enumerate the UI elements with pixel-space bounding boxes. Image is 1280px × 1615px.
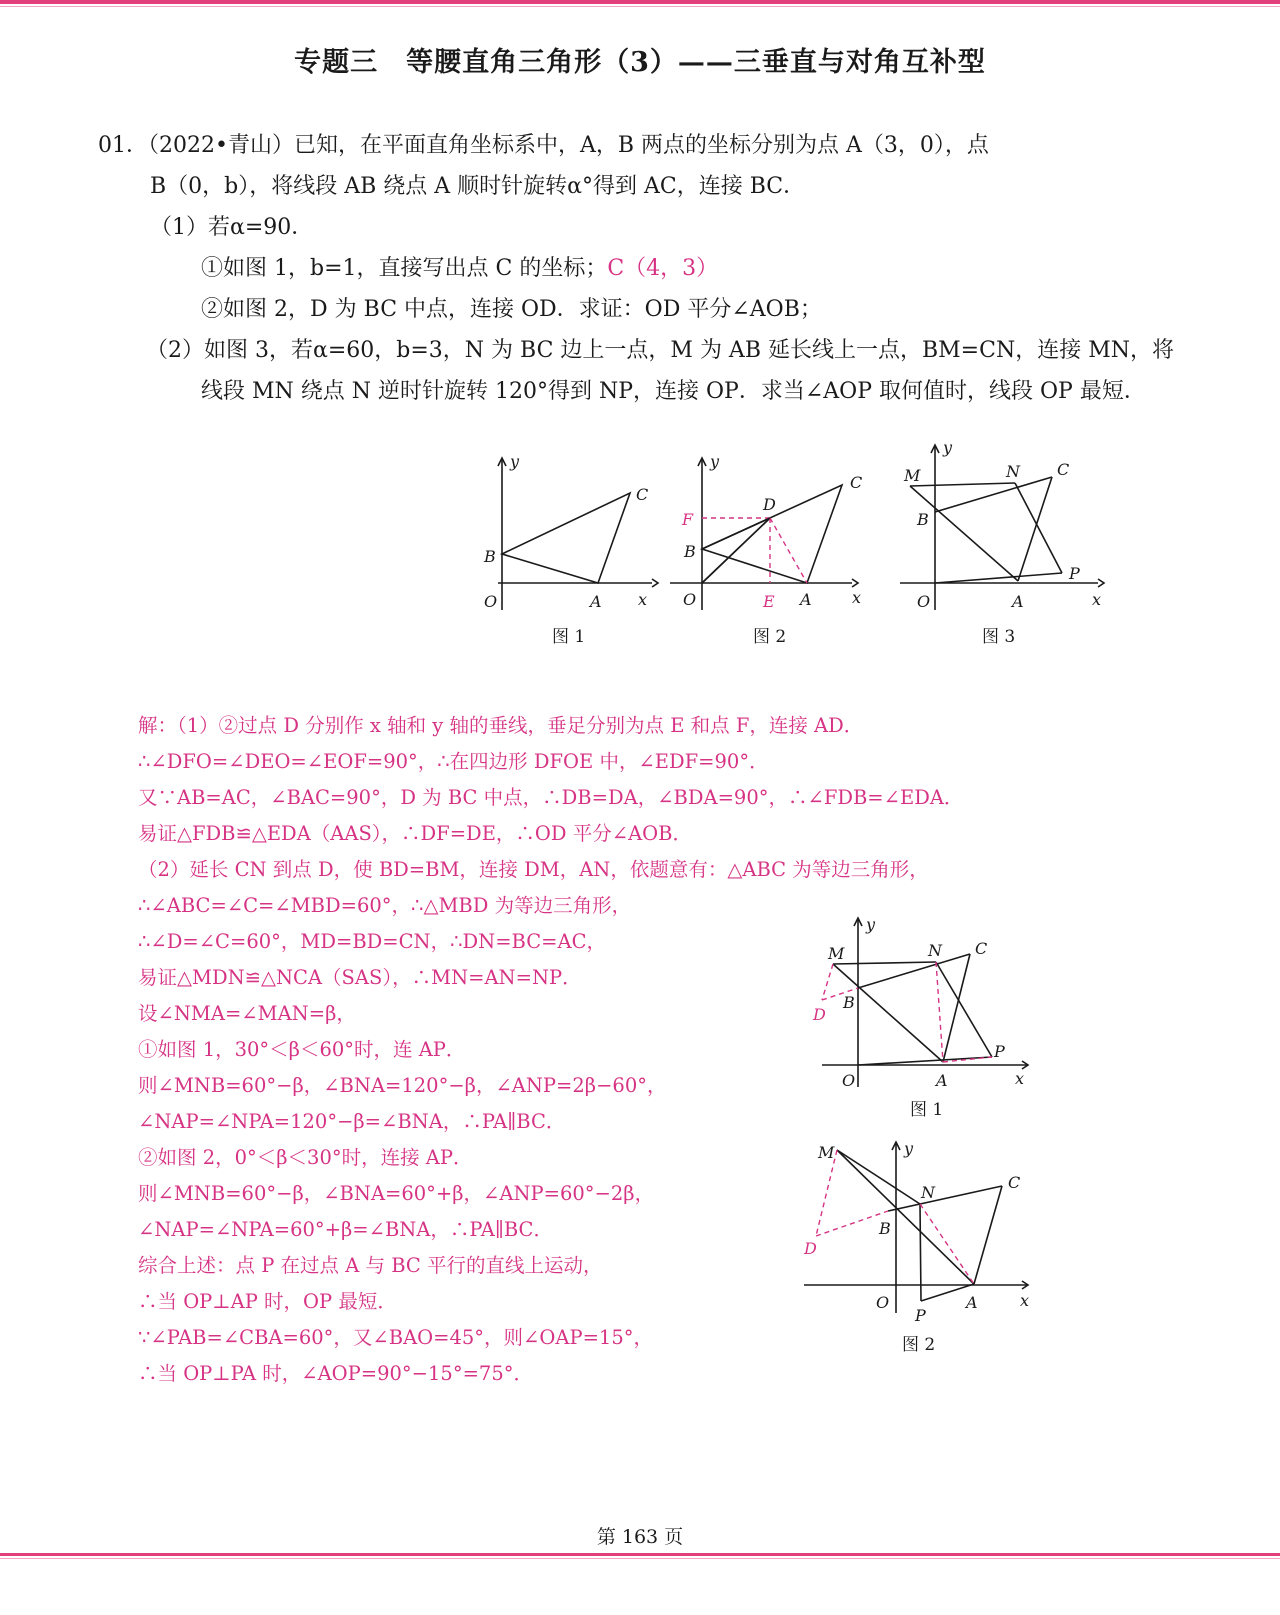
solution-line-17: ∴当 OP⊥AP 时，OP 最短． xyxy=(138,1290,397,1313)
sol-fig2-p-label: P xyxy=(915,1306,926,1325)
solution-line-15: ∠NAP=∠NPA=60°+β=∠BNA，∴PA∥BC． xyxy=(138,1218,553,1241)
problem-part-2: （2）如图 3，若α=60，b=3，N 为 BC 边上一点，M 为 AB 延长线上一点，BM=CN，连接 MN，将线段 MN 绕点 N 逆时针旋转 120°得到 NP，连接 OP．求当∠AOP 取何值时，线段 OP 最短． xyxy=(146,338,1174,404)
problem-part-1a xyxy=(98,248,1188,289)
sol-fig1-m-label: M xyxy=(828,944,845,963)
solution-line-2: ∴∠DFO=∠DEO=∠EOF=90°，∴在四边形 DFOE 中，∠EDF=90°． xyxy=(138,750,769,773)
sol-fig2-y-label: y xyxy=(904,1139,914,1158)
solution-line-3: 又∵AB=AC，∠BAC=90°，D 为 BC 中点，∴DB=DA，∠BDA=90°，∴∠FDB=∠EDA． xyxy=(138,786,964,809)
problem-line-2: B（0，b），将线段 AB 绕点 A 顺时针旋转α°得到 AC，连接 BC． xyxy=(150,174,806,199)
solution-line-5: （2）延长 CN 到点 D，使 BD=BM，连接 DM，AN，依题意有：△ABC 为等边三角形， xyxy=(138,858,929,881)
sol-fig1-y-label: y xyxy=(866,915,876,934)
solution-line-11: 则∠MNB=60°−β，∠BNA=120°−β，∠ANP=2β−60°， xyxy=(138,1074,667,1097)
fig2-y-label: y xyxy=(710,452,720,471)
problem-part-1: （1）若α=90． xyxy=(150,215,314,240)
sol-fig1-d-label: D xyxy=(813,1005,826,1024)
sol-fig1-b-label: B xyxy=(843,993,855,1012)
sol-fig1-o-label: O xyxy=(842,1071,856,1090)
sol-fig2-c-label: C xyxy=(1008,1173,1021,1192)
bottom-border-thin xyxy=(0,1558,1280,1559)
solution-line-6: ∴∠ABC=∠C=∠MBD=60°，∴△MBD 为等边三角形， xyxy=(138,894,632,917)
sol-fig1-p-label: P xyxy=(994,1042,1005,1061)
solution-line-12: ∠NAP=∠NPA=120°−β=∠BNA，∴PA∥BC． xyxy=(138,1110,566,1133)
sol-fig1-c-label: C xyxy=(975,939,988,958)
solution-line-8: 易证△MDN≌△NCA（SAS），∴MN=AN=NP． xyxy=(138,966,582,989)
sol-fig1-x-label: x xyxy=(1015,1069,1025,1088)
fig2-b-label: B xyxy=(684,542,696,561)
fig3-m-label: M xyxy=(904,466,921,485)
page-title: 专题三 等腰直角三角形（3）——三垂直与对角互补型 xyxy=(294,47,986,78)
solution xyxy=(138,708,964,1392)
top-border-thin xyxy=(0,6,1280,7)
solution-line-1: 解：（1）②过点 D 分别作 x 轴和 y 轴的垂线，垂足分别为点 E 和点 F，连接 AD． xyxy=(138,714,864,737)
fig1-x-label: x xyxy=(638,590,648,609)
sol-fig2-d-label: D xyxy=(804,1239,817,1258)
fig2-o-label: O xyxy=(683,590,697,609)
fig3-y-label: y xyxy=(943,438,953,457)
fig2-a-label: A xyxy=(800,590,812,609)
solution-line-7: ∴∠D=∠C=60°，MD=BD=CN，∴DN=BC=AC， xyxy=(138,930,606,953)
solution-line-4: 易证△FDB≌△EDA（AAS），∴DF=DE，∴OD 平分∠AOB． xyxy=(138,822,692,845)
sol-fig2-b-label: B xyxy=(879,1219,891,1238)
problem-statement xyxy=(98,125,1188,412)
fig3-c-label: C xyxy=(1057,460,1070,479)
fig1-b-label: B xyxy=(484,547,496,566)
sol-fig1-caption: 图 1 xyxy=(910,1100,944,1120)
bottom-border xyxy=(0,1553,1280,1556)
solution-figure-2 xyxy=(800,1138,1060,1368)
sol-fig2-x-label: x xyxy=(1020,1291,1030,1310)
fig2-c-label: C xyxy=(850,473,863,492)
top-border xyxy=(0,0,1280,4)
page-number: 第 163 页 xyxy=(596,1526,684,1548)
solution-line-10: ①如图 1，30°＜β＜60°时，连 AP． xyxy=(138,1038,466,1061)
fig2-x-label: x xyxy=(852,588,862,607)
fig2-e-label: E xyxy=(763,592,775,611)
sol-fig2-m-label: M xyxy=(818,1143,835,1162)
solution-line-19: ∴当 OP⊥PA 时，∠AOP=90°−15°=75°． xyxy=(138,1362,533,1385)
sol-fig2-n-label: N xyxy=(921,1183,935,1202)
solution-figure-1 xyxy=(800,912,1060,1127)
fig3-n-label: N xyxy=(1006,462,1020,481)
problem-figures xyxy=(480,438,1140,655)
solution-line-9: 设∠NMA=∠MAN=β， xyxy=(138,1002,356,1025)
fig1-y-label: y xyxy=(510,452,520,471)
solution-line-14: 则∠MNB=60°−β，∠BNA=60°+β，∠ANP=60°−2β， xyxy=(138,1182,655,1205)
fig3-x-label: x xyxy=(1092,590,1102,609)
sol-fig2-o-label: O xyxy=(876,1293,890,1312)
fig1-caption: 图 1 xyxy=(552,627,586,647)
fig3-o-label: O xyxy=(917,592,931,611)
sol-fig1-n-label: N xyxy=(928,941,942,960)
solution-line-16: 综合上述：点 P 在过点 A 与 BC 平行的直线上运动， xyxy=(138,1254,603,1277)
fig3-caption: 图 3 xyxy=(982,627,1016,647)
fig2-f-label: F xyxy=(682,510,694,529)
fig2-d-label: D xyxy=(763,495,776,514)
fig3-b-label: B xyxy=(917,510,929,529)
fig3-a-label: A xyxy=(1012,592,1024,611)
problem-part-1b: ②如图 2，D 为 BC 中点，连接 OD．求证：OD 平分∠AOB； xyxy=(201,297,822,322)
fig3-p-label: P xyxy=(1069,564,1080,583)
solution-line-18: ∵∠PAB=∠CBA=60°，又∠BAO=45°，则∠OAP=15°， xyxy=(138,1326,653,1349)
solution-line-13: ②如图 2，0°＜β＜30°时，连接 AP． xyxy=(138,1146,473,1169)
fig1-a-label: A xyxy=(590,592,602,611)
sol-fig2-a-label: A xyxy=(966,1293,978,1312)
part-1a-answer: C（4，3） xyxy=(607,256,719,281)
sol-fig1-a-label: A xyxy=(936,1071,948,1090)
fig1-c-label: C xyxy=(636,485,649,504)
fig1-o-label: O xyxy=(484,592,498,611)
problem-line-1: 01．（2022•青山）已知，在平面直角坐标系中，A，B 两点的坐标分别为点 A（3，0），点 xyxy=(98,133,989,158)
sol-fig2-caption: 图 2 xyxy=(902,1335,936,1355)
part-1a-text: ①如图 1，b=1，直接写出点 C 的坐标； xyxy=(201,256,608,281)
fig2-caption: 图 2 xyxy=(753,627,787,647)
